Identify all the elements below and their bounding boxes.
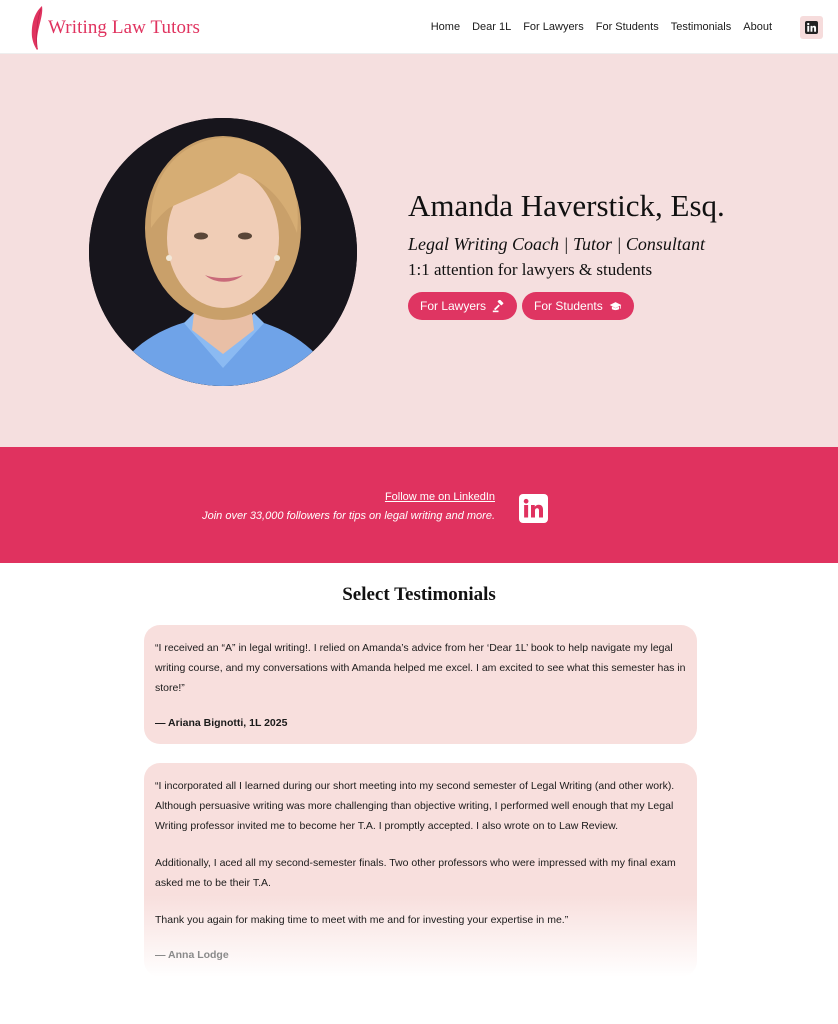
hero-subtitle: Legal Writing Coach | Tutor | Consultant <box>408 234 705 254</box>
nav-for-lawyers[interactable]: For Lawyers <box>523 21 584 33</box>
linkedin-icon[interactable] <box>519 494 548 523</box>
testimonial-text: “I received an “A” in legal writing!. I relied on Amanda’s advice from her ‘Dear 1L’ book to help navigate my legal writing course, and my conversations with Amanda helped me excel. I am excited to see what this semester has in store!” <box>155 642 686 694</box>
nav-about[interactable]: About <box>743 21 772 33</box>
testimonial-text: Additionally, I aced all my second-semester finals. Two other professors who were impressed with my final exam asked me to be their T.A. <box>155 857 676 889</box>
graduation-cap-icon <box>609 301 622 312</box>
follow-linkedin-link[interactable]: Follow me on LinkedIn <box>384 491 495 503</box>
testimonial-card <box>144 763 697 977</box>
hero-tagline: 1:1 attention for lawyers & students <box>408 260 653 279</box>
for-lawyers-button[interactable] <box>408 292 517 320</box>
nav-for-students[interactable]: For Students <box>595 21 659 33</box>
for-lawyers-label: For Lawyers <box>420 299 487 313</box>
quill-icon <box>28 5 46 51</box>
nav-dear-1l[interactable]: Dear 1L <box>472 21 512 33</box>
main-nav <box>431 0 772 54</box>
linkedin-icon[interactable] <box>800 16 823 39</box>
hero-section <box>0 54 838 447</box>
testimonials-title: Select Testimonials <box>342 584 496 605</box>
site-logo[interactable] <box>28 4 200 52</box>
testimonial-text: “I incorporated all I learned during our short meeting into my second semester of Legal Writing (and other work). Although persuasive writing was more challenging than objective writing, I performed well enough that my Legal Writing professor invited me to become her T.A. I promptly accepted. I also wrote on to Law Review. <box>155 780 675 832</box>
banner-text <box>202 491 495 522</box>
site-header <box>0 0 838 54</box>
hero-text-block <box>408 187 808 320</box>
gavel-icon <box>492 300 505 313</box>
testimonial-author: — Ariana Bignotti, 1L 2025 <box>155 717 288 729</box>
hero-buttons <box>408 292 808 320</box>
testimonial-card <box>144 625 697 744</box>
hero-name: Amanda Haverstick, Esq. <box>408 188 725 223</box>
portrait-photo <box>89 118 357 386</box>
testimonial-author: — Anna Lodge <box>155 949 229 961</box>
for-students-label: For Students <box>534 299 603 313</box>
banner-subtext: Join over 33,000 followers for tips on legal writing and more. <box>202 510 495 522</box>
linkedin-banner <box>0 447 838 563</box>
nav-testimonials[interactable]: Testimonials <box>670 21 732 33</box>
for-students-button[interactable] <box>522 292 634 320</box>
logo-text: Writing Law Tutors <box>48 17 200 38</box>
testimonial-text: Thank you again for making time to meet with me and for investing your expertise in me.” <box>155 914 569 926</box>
nav-home[interactable]: Home <box>430 21 461 33</box>
